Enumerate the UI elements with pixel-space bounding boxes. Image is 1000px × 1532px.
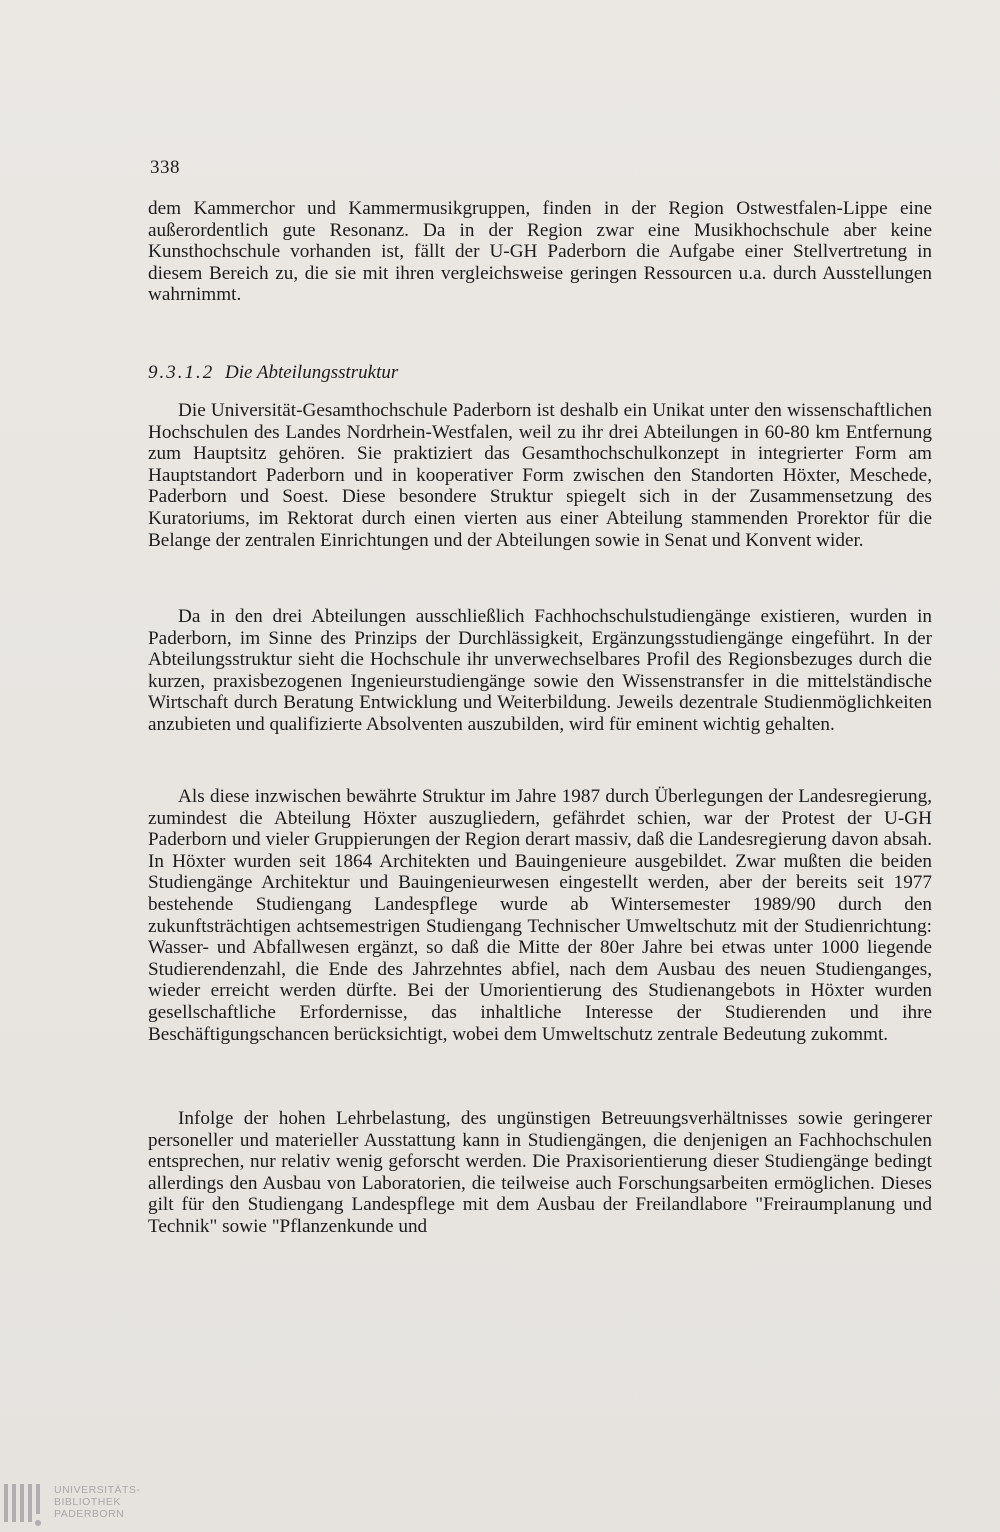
paragraph-text: Da in den drei Abteilungen ausschließlich Fachhochschulstudiengänge existieren, wurden in Paderborn, im Sinne des Prinzips der Durchlässigkeit, Ergänzungsstudiengänge eingeführt. In der Abteilungsstruktur sieht die Hochschule ihr unverwechselbares Profil des Regionsbezuges durch die kurzen, praxisbezogenen Ingenieurstudiengänge sowie den Wissenstransfer in die mittelständische Wirtschaft durch Beratung Entwicklung und Weiterbildung. Jeweils dezentrale Studienmöglichkeiten anzubieten und qualifizierte Absolventen auszubilden, wird für eminent wichtig gehalten. <box>148 606 932 735</box>
library-logo <box>0 1476 160 1532</box>
paragraph-text: Die Universität-Gesamthochschule Paderborn ist deshalb ein Unikat unter den wissenschaftlichen Hochschulen des Landes Nordrhein-Westfalen, weil zu ihr drei Abteilungen in 60-80 km Entfernung zum Hauptsitz gehören. Sie praktiziert das Gesamthochschulkonzept in integrierter Form am Hauptstandort Paderborn und in kooperativer Form zwischen den Standorten Höxter, Meschede, Paderborn und Soest. Diese besondere Struktur spiegelt sich in der Zusammensetzung des Kuratoriums, im Rektorat durch einen vierten aus einer Abteilung stammenden Prorektor für die Belange der zentralen Einrichtungen und der Abteilungen sowie in Senat und Konvent wider. <box>148 400 932 551</box>
paragraph <box>148 400 932 551</box>
section-heading <box>148 362 398 384</box>
paragraph-text: Infolge der hohen Lehrbelastung, des ungünstigen Betreuungsverhältnisses sowie geringerer personeller und materieller Ausstattung kann in Studiengängen, die denjenigen an Fachhochschulen entsprechen, nur relativ wenig geforscht werden. Die Praxisorientierung dieser Studiengänge bedingt allerdings den Ausbau von Laboratorien, die teilweise auch Forschungsarbeiten ermöglichen. Dieses gilt für den Studiengang Landespflege mit dem Ausbau der Freilandlabore "Freiraumplanung und Technik" sowie "Pflanzenkunde und <box>148 1108 932 1237</box>
paragraph-text: dem Kammerchor und Kammermusikgruppen, finden in der Region Ostwestfalen-Lippe eine außerordentlich gute Resonanz. Da in der Region zwar eine Musikhochschule aber keine Kunsthochschule vorhanden ist, fällt der U-GH Paderborn die Aufgabe einer Stellvertretung in diesem Bereich zu, die sie mit ihren vergleichsweise geringen Ressourcen u.a. durch Ausstellungen wahrnimmt. <box>148 198 932 306</box>
paragraph <box>148 606 932 736</box>
paragraph-text: Als diese inzwischen bewährte Struktur im Jahre 1987 durch Überlegungen der Landesregierung, zumindest die Abteilung Höxter auszugliedern, gefährdet schien, war der Protest der U-GH Paderborn und vieler Gruppierungen der Region derart massiv, daß die Landesregierung davon absah. In Höxter wurden seit 1864 Architekten und Bauingenieure ausgebildet. Zwar mußten die beiden Studiengänge Architektur und Bauingenieurwesen eingestellt werden, aber der bereits seit 1977 bestehende Studiengang Landespflege wurde ab Wintersemester 1989/90 durch den zukunftsträchtigen achtsemestrigen Studiengang Technischer Umweltschutz mit der Studienrichtung: Wasser- und Abfallwesen ergänzt, so daß die Mitte der 80er Jahre bei etwas unter 1000 liegende Studierendenzahl, die Ende des Jahrzehntes abfiel, nach dem Ausbau des neuen Studienganges, wieder erreicht werden dürfte. Bei der Umorientierung des Studienangebots in Höxter wurden gesellschaftliche Erfordernisse, das inhaltliche Interesse der Studierenden und ihre Beschäftigungschancen berücksichtigt, wobei dem Umweltschutz zentrale Bedeutung zukommt. <box>148 786 932 1045</box>
paragraph <box>148 1108 932 1238</box>
paragraph <box>148 786 932 1045</box>
page-number: 338 <box>150 157 180 178</box>
logo-line: UNIVERSITÄTS- <box>54 1484 141 1496</box>
library-logo-icon <box>2 1484 48 1532</box>
library-logo-text <box>54 1484 140 1520</box>
logo-line: BIBLIOTHEK <box>54 1496 121 1508</box>
logo-line: PADERBORN <box>54 1508 125 1520</box>
section-title: Die Abteilungsstruktur <box>225 362 399 383</box>
section-number: 9.3.1.2 <box>148 362 215 383</box>
paragraph-continued <box>148 198 932 306</box>
